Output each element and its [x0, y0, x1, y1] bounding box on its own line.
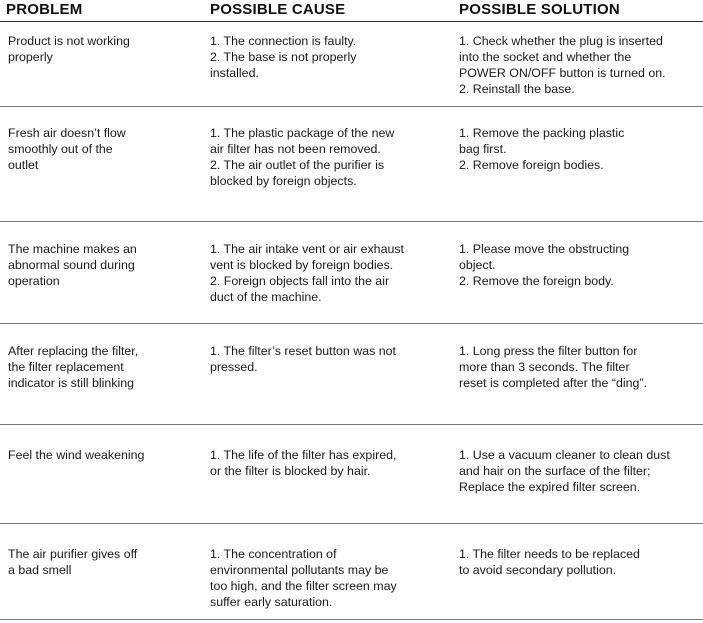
row-divider [0, 323, 703, 324]
row-divider [0, 523, 703, 524]
row-2-cause: 1. The plastic package of the new air filter has not been removed. 2. The air outlet of the purifier is blocked by foreign objects. [210, 126, 395, 188]
header-possible-cause: POSSIBLE CAUSE [210, 1, 346, 18]
row-1-problem: Product is not working properly [8, 34, 130, 64]
row-3-cause: 1. The air intake vent or air exhaust vent is blocked by foreign bodies. 2. Foreign objects fall into the air duct of the machine. [210, 242, 404, 304]
row-5-cause: 1. The life of the filter has expired, or the filter is blocked by hair. [210, 448, 397, 478]
row-divider [0, 424, 703, 425]
row-4-cause: 1. The filter’s reset button was not pressed. [210, 344, 396, 374]
header-problem: PROBLEM [6, 1, 83, 18]
row-2-solution: 1. Remove the packing plastic bag first. 2. Remove foreign bodies. [459, 126, 625, 172]
row-6-problem: The air purifier gives off a bad smell [8, 547, 138, 577]
header-divider [0, 21, 703, 22]
row-5-problem: Feel the wind weakening [8, 448, 145, 462]
row-6-solution: 1. The filter needs to be replaced to avoid secondary pollution. [459, 547, 640, 577]
row-divider [0, 619, 703, 620]
row-6-cause: 1. The concentration of environmental pollutants may be too high, and the filter screen may suffer early saturation. [210, 547, 397, 609]
row-3-problem: The machine makes an abnormal sound during operation [8, 242, 137, 288]
row-divider [0, 221, 703, 222]
table-header [0, 0, 703, 22]
row-1-cause: 1. The connection is faulty. 2. The base is not properly installed. [210, 34, 357, 80]
row-divider [0, 106, 703, 107]
row-4-solution: 1. Long press the filter button for more than 3 seconds. The filter reset is completed after the “ding”. [459, 344, 648, 390]
row-5-solution: 1. Use a vacuum cleaner to clean dust and hair on the surface of the filter; Replace the expired filter screen. [459, 448, 670, 494]
header-possible-solution: POSSIBLE SOLUTION [459, 1, 620, 18]
row-2-problem: Fresh air doesn’t flow smoothly out of the outlet [8, 126, 126, 172]
row-3-solution: 1. Please move the obstructing object. 2. Remove the foreign body. [459, 242, 630, 288]
row-4-problem: After replacing the filter, the filter replacement indicator is still blinking [8, 344, 139, 390]
row-1-solution: 1. Check whether the plug is inserted into the socket and whether the POWER ON/OFF button is turned on. 2. Reinstall the base. [459, 34, 666, 96]
